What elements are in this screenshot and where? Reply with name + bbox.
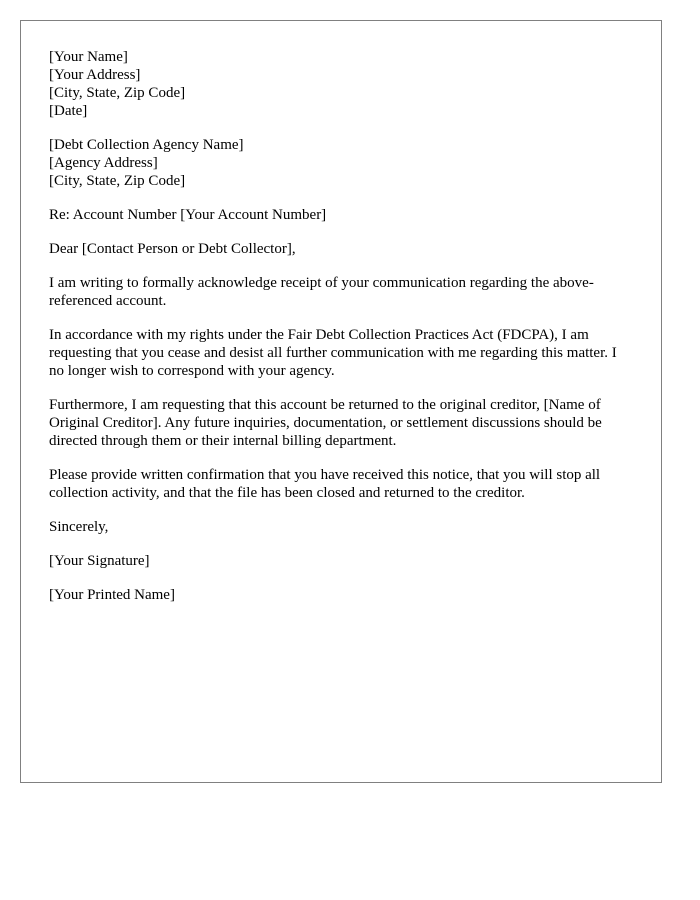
body-paragraph: Furthermore, I am requesting that this account be returned to the original creditor, [Name of Original Creditor]. Any future inquiries, documentation, or settlement discussions should be directed through them or their internal billing department.: [49, 397, 602, 449]
printed-name: [Your Printed Name]: [49, 587, 175, 603]
closing: Sincerely,: [49, 519, 109, 535]
signature: [Your Signature]: [49, 553, 150, 569]
subject-line: Re: Account Number [Your Account Number]: [49, 207, 327, 223]
recipient-block: [49, 136, 633, 190]
body-paragraph: In accordance with my rights under the Fair Debt Collection Practices Act (FDCPA), I am requesting that you cease and desist all further communication with me regarding this matter. I no longer wish to correspond with your agency.: [49, 327, 617, 379]
sender-city: [City, State, Zip Code]: [49, 85, 186, 101]
letter-date: [Date]: [49, 103, 88, 119]
recipient-address: [Agency Address]: [49, 155, 158, 171]
body-paragraph: Please provide written confirmation that you have received this notice, that you will stop all collection activity, and that the file has been closed and returned to the creditor.: [49, 467, 601, 501]
sender-address: [Your Address]: [49, 67, 141, 83]
salutation: Dear [Contact Person or Debt Collector],: [49, 241, 296, 257]
recipient-city: [City, State, Zip Code]: [49, 173, 186, 189]
recipient-name: [Debt Collection Agency Name]: [49, 137, 244, 153]
sender-name: [Your Name]: [49, 49, 128, 65]
letter-page: [20, 20, 662, 783]
body-paragraph: I am writing to formally acknowledge receipt of your communication regarding the above-referenced account.: [49, 275, 594, 309]
sender-block: [49, 48, 633, 120]
